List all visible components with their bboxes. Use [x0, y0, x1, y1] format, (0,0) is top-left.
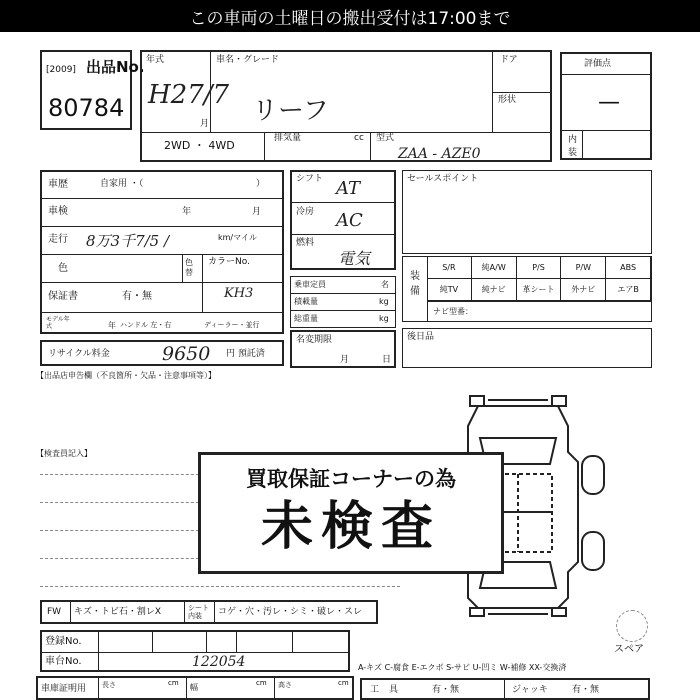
- seat-label: シート内装: [188, 604, 209, 621]
- weight-unit: kg: [379, 314, 389, 323]
- color-no-value: KH3: [224, 286, 254, 301]
- history-box: [40, 170, 284, 334]
- stamp-line1: 買取保証コーナーの為: [246, 467, 456, 491]
- reg-month: 月: [340, 355, 350, 365]
- year-value: H27/7: [148, 80, 230, 110]
- recycle-value: 9650: [162, 343, 211, 365]
- lot-year: [2009]: [46, 65, 76, 75]
- displacement-label: 排気量: [274, 133, 302, 143]
- equipment-item-row2-3: 革シート: [517, 279, 562, 301]
- equipment-item-row1-5: ABS: [606, 257, 651, 279]
- dealer-label: ディーラー・並行: [204, 321, 260, 329]
- equipment-item-row2-1: 純TV: [427, 279, 472, 301]
- registration-deadline-box: [290, 330, 396, 368]
- shift-label: シフト: [296, 174, 324, 184]
- score-box: [560, 52, 652, 160]
- banner-text: この車両の土曜日の搬出受付は17:00まで: [189, 8, 511, 29]
- recycle-label: リサイクル料金: [48, 349, 110, 359]
- load-label: 積載量: [294, 297, 318, 306]
- length-unit: cm: [168, 679, 179, 687]
- defects-label: 【出品店申告欄（不良箇所・欠品・注意事項等）】: [36, 371, 216, 380]
- mileage-label: 走行: [48, 234, 68, 245]
- fw-label: FW: [47, 607, 62, 617]
- width-label: 幅: [190, 683, 198, 692]
- fuel-value: 電気: [338, 249, 371, 268]
- month-suffix: 月: [200, 119, 210, 129]
- recycle-unit: 円 預託済: [226, 349, 265, 359]
- jack-label: ジャッキ: [512, 685, 548, 695]
- color-no-label: カラーNo.: [208, 257, 250, 267]
- drive-options: 2WD ・ 4WD: [164, 139, 235, 152]
- car-name-label: 車名・グレード: [216, 55, 280, 65]
- model-year-label: モデル年式: [46, 316, 70, 331]
- interior-label: 内装: [568, 135, 578, 158]
- reg-deadline-label: 名変期限: [296, 335, 333, 345]
- header-box: [140, 50, 552, 162]
- width-unit: cm: [256, 679, 267, 687]
- sales-point-label: セールスポイント: [407, 174, 479, 184]
- mileage-unit: km/マイル: [218, 233, 257, 242]
- registration-box: [40, 630, 350, 672]
- shape-label: 形状: [498, 95, 517, 105]
- score-label: 評価点: [584, 59, 612, 69]
- navi-label: ナビ型番：: [433, 307, 473, 316]
- weight-label: 総重量: [294, 314, 318, 323]
- inspection-year-unit: 年: [182, 207, 192, 217]
- capacity-unit: 名: [381, 280, 389, 289]
- stamp-box: [198, 452, 504, 574]
- car-name-value: リーフ: [252, 96, 329, 126]
- notes-box: [402, 328, 652, 368]
- stamp-line2: 未検査: [260, 497, 441, 557]
- model-value: ZAA - AZE0: [398, 146, 481, 162]
- history-label: 車歴: [48, 179, 68, 190]
- fuel-label: 燃料: [296, 238, 315, 248]
- equipment-item-row1-2: 純A/W: [472, 257, 517, 279]
- spare-label: スペア: [614, 644, 644, 655]
- lot-label: 出品No.: [86, 58, 145, 76]
- damage-legend: A-キズ C-腐食 E-エクボ S-サビ U-凹ミ W-補修 XX-交換済: [358, 663, 567, 672]
- mileage-value: 8万3千7/5 /: [86, 232, 170, 250]
- reg-day: 日: [382, 355, 392, 365]
- lot-number: 80784: [48, 94, 125, 122]
- model-label: 型式: [376, 133, 395, 143]
- top-banner: [0, 0, 700, 32]
- capacity-label: 乗車定員: [294, 280, 326, 289]
- seat-items: コゲ・穴・汚レ・シミ・破レ・スレ: [218, 607, 363, 617]
- repaint-label: 色替: [185, 258, 193, 278]
- inspection-month-unit: 月: [252, 207, 262, 217]
- spec-box: [290, 170, 396, 270]
- equipment-box: [402, 256, 652, 322]
- year-label: 年式: [146, 55, 165, 65]
- inspector-label: 【検査員記入】: [36, 449, 92, 458]
- score-value: —: [598, 90, 620, 115]
- shift-value: AT: [336, 178, 361, 199]
- garage-cert-box: [36, 676, 354, 700]
- equipment-label: 装備: [410, 271, 420, 297]
- color-label: 色: [58, 263, 68, 274]
- height-unit: cm: [338, 679, 349, 687]
- tools-label: 工具: [370, 685, 409, 695]
- height-label: 高さ: [278, 681, 292, 689]
- ac-value: AC: [336, 210, 363, 231]
- spare-tire-icon: [616, 610, 648, 642]
- warranty-label: 保証書: [48, 291, 78, 302]
- model-year-unit: 年: [108, 321, 116, 330]
- chassis-value: 122054: [192, 654, 246, 670]
- tools-box: [360, 678, 650, 700]
- fw-row: [40, 600, 378, 624]
- tools-value: 有・無: [432, 685, 460, 695]
- length-label: 長さ: [102, 681, 116, 689]
- equipment-item-row1-1: S/R: [427, 257, 472, 279]
- capacity-box: [290, 276, 396, 328]
- recycle-box: [40, 340, 284, 366]
- notes-label: 後日品: [407, 332, 435, 342]
- door-label: ドア: [500, 55, 518, 65]
- ac-label: 冷房: [296, 207, 315, 217]
- equipment-item-row1-4: P/W: [561, 257, 606, 279]
- warranty-value: 有・無: [122, 291, 152, 302]
- chassis-label: 車台No.: [45, 656, 82, 667]
- handle-label: ハンドル 左・右: [120, 321, 172, 329]
- registration-label: 登録No.: [45, 636, 82, 647]
- load-unit: kg: [379, 297, 389, 306]
- equipment-item-row1-3: P/S: [517, 257, 562, 279]
- history-close: ）: [256, 179, 266, 189]
- jack-value: 有・無: [572, 685, 600, 695]
- fw-items: キズ・トビ石・割レX: [74, 607, 161, 617]
- lot-number-box: [40, 50, 145, 130]
- equipment-item-row2-4: 外ナビ: [561, 279, 606, 301]
- garage-cert-label: 車庫証明用: [41, 684, 87, 694]
- cc-unit: cc: [354, 133, 364, 143]
- equipment-item-row2-5: エアB: [606, 279, 651, 301]
- inspection-label: 車検: [48, 206, 68, 217]
- history-value: 自家用 ・（: [100, 179, 144, 189]
- equipment-item-row2-2: 純ナビ: [472, 279, 517, 301]
- sales-point-box: [402, 170, 652, 254]
